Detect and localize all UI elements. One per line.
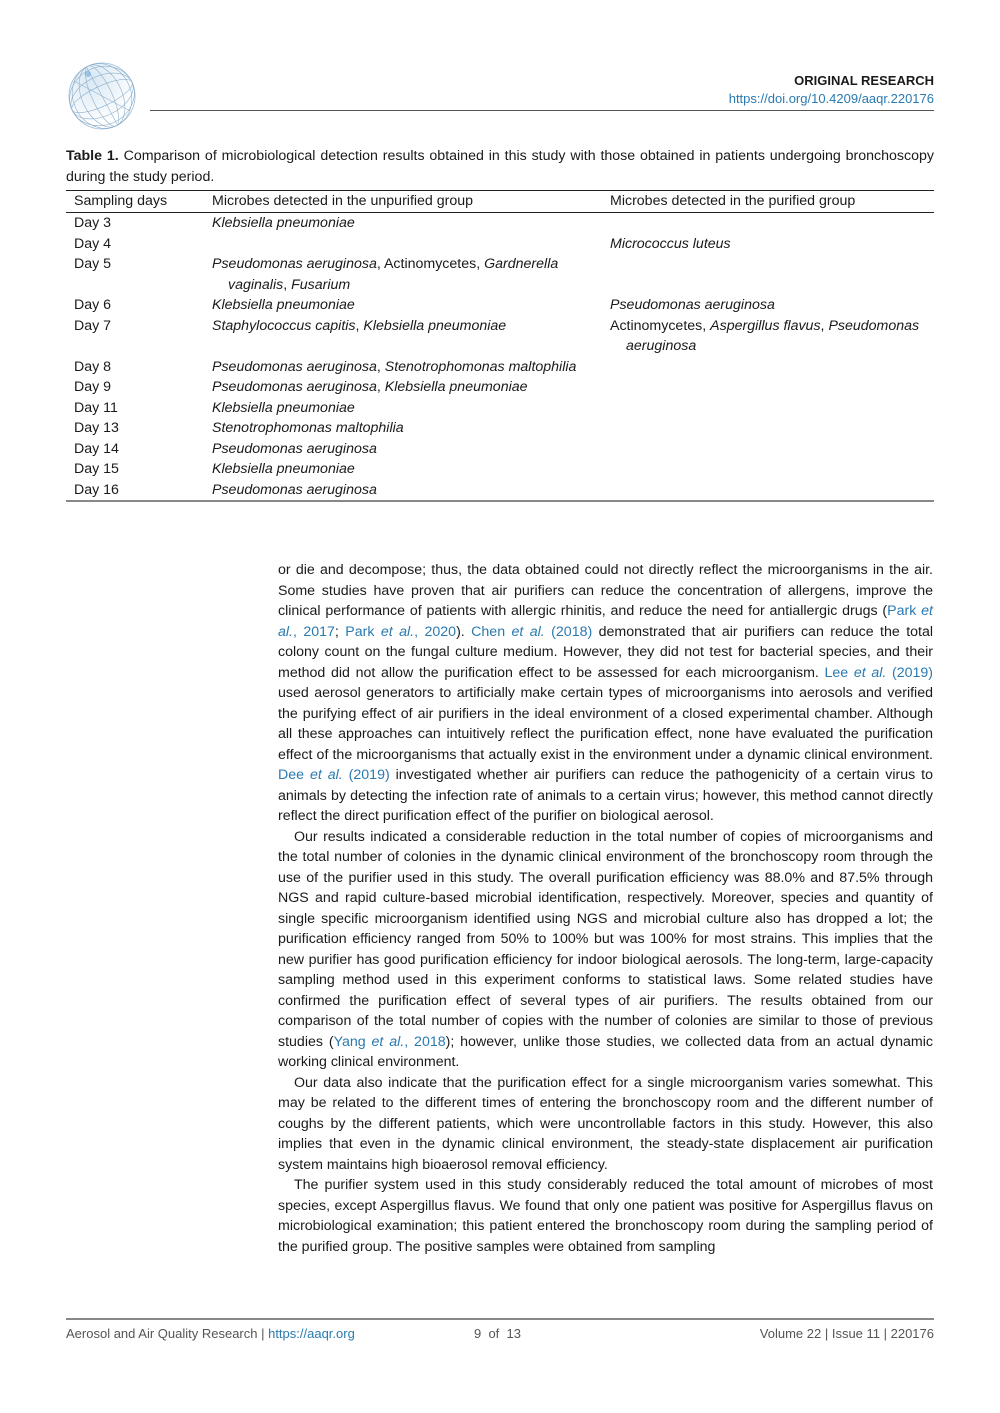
cell-unpurified bbox=[204, 316, 602, 357]
citation-link[interactable]: (2019) bbox=[886, 664, 933, 681]
footer-divider bbox=[66, 1318, 934, 1320]
cell-purified bbox=[602, 398, 934, 419]
col-header-sampling-days: Sampling days bbox=[74, 193, 168, 209]
cell-purified bbox=[602, 316, 934, 357]
citation-link[interactable]: Lee bbox=[824, 664, 854, 681]
citation-link[interactable]: (2018) bbox=[544, 623, 593, 640]
journal-logo bbox=[66, 60, 138, 132]
microbe-text: Klebsiella pneumoniae bbox=[212, 215, 355, 231]
journal-name: Aerosol and Air Quality Research | bbox=[66, 1326, 269, 1341]
body-paragraph bbox=[278, 1073, 933, 1176]
table-row bbox=[66, 295, 934, 316]
col-header-purified: Microbes detected in the purified group bbox=[610, 193, 856, 209]
journal-url-link[interactable]: https://aaqr.org bbox=[268, 1326, 355, 1341]
citation-link[interactable]: (2019) bbox=[342, 767, 390, 783]
cell-sampling-day: Day 5 bbox=[74, 256, 112, 272]
table-row bbox=[66, 480, 934, 502]
body-text-run: or die and decompose; thus, the data obtained could not directly reflect the microorganisms in the air. Some studies have proven that air purifiers can reduce the concentration of allergens, improve the clinical performance of patients with allergic rhinitis, and reduce the need for antiallergic drugs ( bbox=[278, 562, 933, 619]
citation-link[interactable]: et al. bbox=[853, 664, 887, 681]
cell-sampling-day: Day 3 bbox=[74, 215, 112, 231]
body-paragraph bbox=[278, 827, 933, 1073]
citation-link[interactable]: Park bbox=[345, 623, 381, 640]
cell-sampling-day: Day 14 bbox=[74, 440, 119, 457]
body-text-run: ; bbox=[334, 623, 346, 640]
cell-sampling-day: Day 8 bbox=[74, 358, 112, 375]
body-text-run: demonstrated that air purifiers can reduce the total colony count on the fungal culture medium. However, they did not test for bacterial species, and their method did not allow the purification effect to be assessed for each microorganism. bbox=[278, 623, 934, 681]
body-paragraph bbox=[278, 560, 933, 827]
microbe-text: Actinomycetes, bbox=[610, 317, 711, 334]
microbe-text: Pseudomonas aeruginosa bbox=[212, 256, 377, 272]
article-header bbox=[729, 72, 934, 108]
cell-purified bbox=[602, 295, 934, 316]
body-text-run: investigated whether air purifiers can reduce the pathogenicity of a certain virus to animals by detecting the infection rate of animals to a certain virus; however, this method cannot directly reflect the direct purification effect of the purifier on biological aerosol. bbox=[278, 767, 934, 824]
microbe-text: Pseudomonas aeruginosa bbox=[610, 297, 775, 313]
cell-unpurified bbox=[204, 377, 602, 398]
microbe-text: Stenotrophomonas maltophilia bbox=[212, 420, 404, 436]
microbe-text: Fusarium bbox=[291, 276, 351, 293]
cell-unpurified bbox=[204, 398, 602, 419]
microbe-text: Pseudomonas aeruginosa bbox=[212, 358, 377, 375]
microbe-text: Pseudomonas aeruginosa bbox=[212, 481, 377, 498]
table-row bbox=[66, 459, 934, 480]
doi-link[interactable]: https://doi.org/10.4209/aaqr.220176 bbox=[728, 91, 934, 106]
table-row bbox=[66, 418, 934, 439]
cell-unpurified bbox=[204, 480, 602, 502]
microbe-text: , bbox=[376, 379, 385, 395]
table-row bbox=[66, 213, 934, 234]
cell-unpurified bbox=[204, 459, 602, 480]
microbe-text: Gardnerella vaginalis bbox=[228, 256, 559, 293]
table-row bbox=[66, 439, 934, 460]
citation-link[interactable]: et al. bbox=[309, 767, 343, 783]
cell-purified bbox=[602, 213, 934, 234]
body-text-run: Our results indicated a considerable reduction in the total number of copies of microorganisms and the total number of colonies in the dynamic clinical environment of the bronchoscopy room through the use of the purifier used in this study. The overall purification efficiency was 88.0% and 87.5% through NGS and rapid culture-based microbial identification, respectively. Moreover, species and quantity of single specific microorganism identified using NGS and microbial culture also has dropped a lot; the purification efficiency ranged from 50% to 100% but was 100% for most strains. This implies that the new purifier has good purification efficiency for indoor biological aerosols. The long-term, large-capacity sampling method used in this experiment conforms to statistical laws. Some related studies have confirmed the purification effect of several types of air purifiers. The results obtained from our comparison of the total number of copies with the number of colonies are similar to those of previous studies ( bbox=[278, 828, 933, 1050]
cell-purified bbox=[602, 254, 934, 295]
citation-link[interactable]: et al. bbox=[380, 623, 415, 640]
cell-sampling-day: Day 4 bbox=[74, 235, 112, 252]
body-text-run: The purifier system used in this study considerably reduced the total amount of microbes of most species, except Aspergillus flavus. We found that only one patient was positive for Aspergillus flavus on microbiological examination; this patient entered the bronchoscopy room during the sampling period of the purified group. The positive samples were obtained from sampling bbox=[278, 1177, 933, 1255]
cell-unpurified bbox=[204, 254, 602, 295]
microbe-text: , Actinomycetes, bbox=[376, 256, 485, 272]
citation-link[interactable]: Chen bbox=[471, 623, 512, 640]
cell-unpurified bbox=[204, 439, 602, 460]
cell-sampling-day: Day 7 bbox=[74, 317, 112, 334]
microbe-text: Klebsiella pneumoniae bbox=[212, 461, 355, 477]
table-row bbox=[66, 234, 934, 255]
cell-purified bbox=[602, 377, 934, 398]
table-row bbox=[66, 398, 934, 419]
page-number: 9 of 13 bbox=[474, 1326, 521, 1341]
cell-unpurified bbox=[204, 295, 602, 316]
cell-purified bbox=[602, 459, 934, 480]
microbe-text: Staphylococcus capitis bbox=[212, 317, 356, 334]
microbe-text: Klebsiella pneumoniae bbox=[212, 399, 355, 416]
body-text-run: Our data also indicate that the purification effect for a single microorganism varies somewhat. This may be related to the different times of entering the bronchoscopy room and the different number of coughs by the different patients, which were uncontrollable factors in this study. However, this also implies that even in the dynamic clinical environment, the steady-state displacement air purification system maintains high bioaerosol removal efficiency. bbox=[278, 1074, 933, 1173]
microbe-text: Klebsiella pneumoniae bbox=[212, 297, 355, 313]
citation-link[interactable]: Yang bbox=[333, 1033, 372, 1050]
cell-sampling-day: Day 16 bbox=[74, 481, 119, 498]
cell-purified bbox=[602, 480, 934, 502]
citation-link[interactable]: Dee bbox=[278, 767, 310, 783]
microbe-text: Micrococcus luteus bbox=[610, 235, 731, 252]
globe-wireframe-icon bbox=[66, 60, 138, 132]
citation-link[interactable]: Park bbox=[887, 603, 922, 619]
volume-info: Volume 22 | Issue 11 | 220176 bbox=[759, 1326, 934, 1341]
cell-unpurified bbox=[204, 213, 602, 234]
body-text-run: used aerosol generators to artificially make certain types of microorganisms into aerosols and verified the purifying effect of air purifiers in the ideal environment of a closed experimental chamber. Although all these approaches can intuitively reflect the purification effect, none have evaluated the purification effect of the microorganisms that actually exist in the environment under a dynamic clinical environment. bbox=[278, 685, 933, 763]
citation-link[interactable]: et al. bbox=[511, 623, 545, 640]
citation-link[interactable]: et al. bbox=[371, 1033, 405, 1050]
microbe-text: , bbox=[283, 276, 292, 293]
citation-link[interactable]: , 2018 bbox=[404, 1033, 446, 1050]
body-text-run: ). bbox=[456, 623, 472, 640]
cell-purified bbox=[602, 357, 934, 378]
cell-purified bbox=[602, 439, 934, 460]
microbe-text: Pseudomonas aeruginosa bbox=[212, 379, 377, 395]
table-row bbox=[66, 254, 934, 295]
microbe-text: , bbox=[376, 358, 385, 375]
microbe-table bbox=[66, 190, 934, 502]
microbe-text: , bbox=[820, 317, 829, 334]
body-text-run: ); however, unlike those studies, we collected data from an actual dynamic working clinical environment. bbox=[278, 1033, 933, 1070]
cell-sampling-day: Day 9 bbox=[74, 379, 112, 395]
body-text bbox=[278, 560, 933, 1257]
cell-sampling-day: Day 11 bbox=[74, 399, 118, 416]
microbe-text: Stenotrophomonas maltophilia bbox=[384, 358, 577, 375]
cell-purified bbox=[602, 418, 934, 439]
citation-link[interactable]: et al. bbox=[278, 603, 933, 640]
microbe-text: , bbox=[355, 317, 364, 334]
cell-sampling-day: Day 6 bbox=[74, 297, 112, 313]
cell-unpurified bbox=[204, 234, 602, 255]
table-caption bbox=[66, 146, 934, 187]
microbe-text: Pseudomonas aeruginosa bbox=[626, 317, 920, 354]
body-paragraph bbox=[278, 1175, 933, 1257]
table-row bbox=[66, 357, 934, 378]
cell-sampling-day: Day 13 bbox=[74, 420, 119, 436]
citation-link[interactable]: , 2020 bbox=[414, 623, 457, 640]
cell-unpurified bbox=[204, 418, 602, 439]
col-header-unpurified: Microbes detected in the unpurified group bbox=[212, 193, 474, 209]
cell-unpurified bbox=[204, 357, 602, 378]
table-caption-text: Comparison of microbiological detection results obtained in this study with those obtained in patients undergoing bronchoscopy during the study period. bbox=[66, 148, 934, 185]
table-row bbox=[66, 316, 934, 357]
article-type: ORIGINAL RESEARCH bbox=[794, 73, 934, 88]
table-row bbox=[66, 377, 934, 398]
footer-journal bbox=[66, 1325, 355, 1343]
citation-link[interactable]: , 2017 bbox=[292, 623, 335, 640]
microbe-text: Pseudomonas aeruginosa bbox=[212, 440, 377, 457]
table-caption-label: Table 1. bbox=[66, 148, 119, 164]
microbe-text: Klebsiella pneumoniae bbox=[384, 379, 528, 395]
header-divider bbox=[150, 110, 934, 111]
microbe-text: Klebsiella pneumoniae bbox=[363, 317, 507, 334]
table-header-row bbox=[66, 191, 934, 213]
table-body bbox=[66, 213, 934, 502]
microbe-text: Aspergillus flavus bbox=[710, 317, 821, 334]
cell-purified bbox=[602, 234, 934, 255]
cell-sampling-day: Day 15 bbox=[74, 461, 119, 477]
